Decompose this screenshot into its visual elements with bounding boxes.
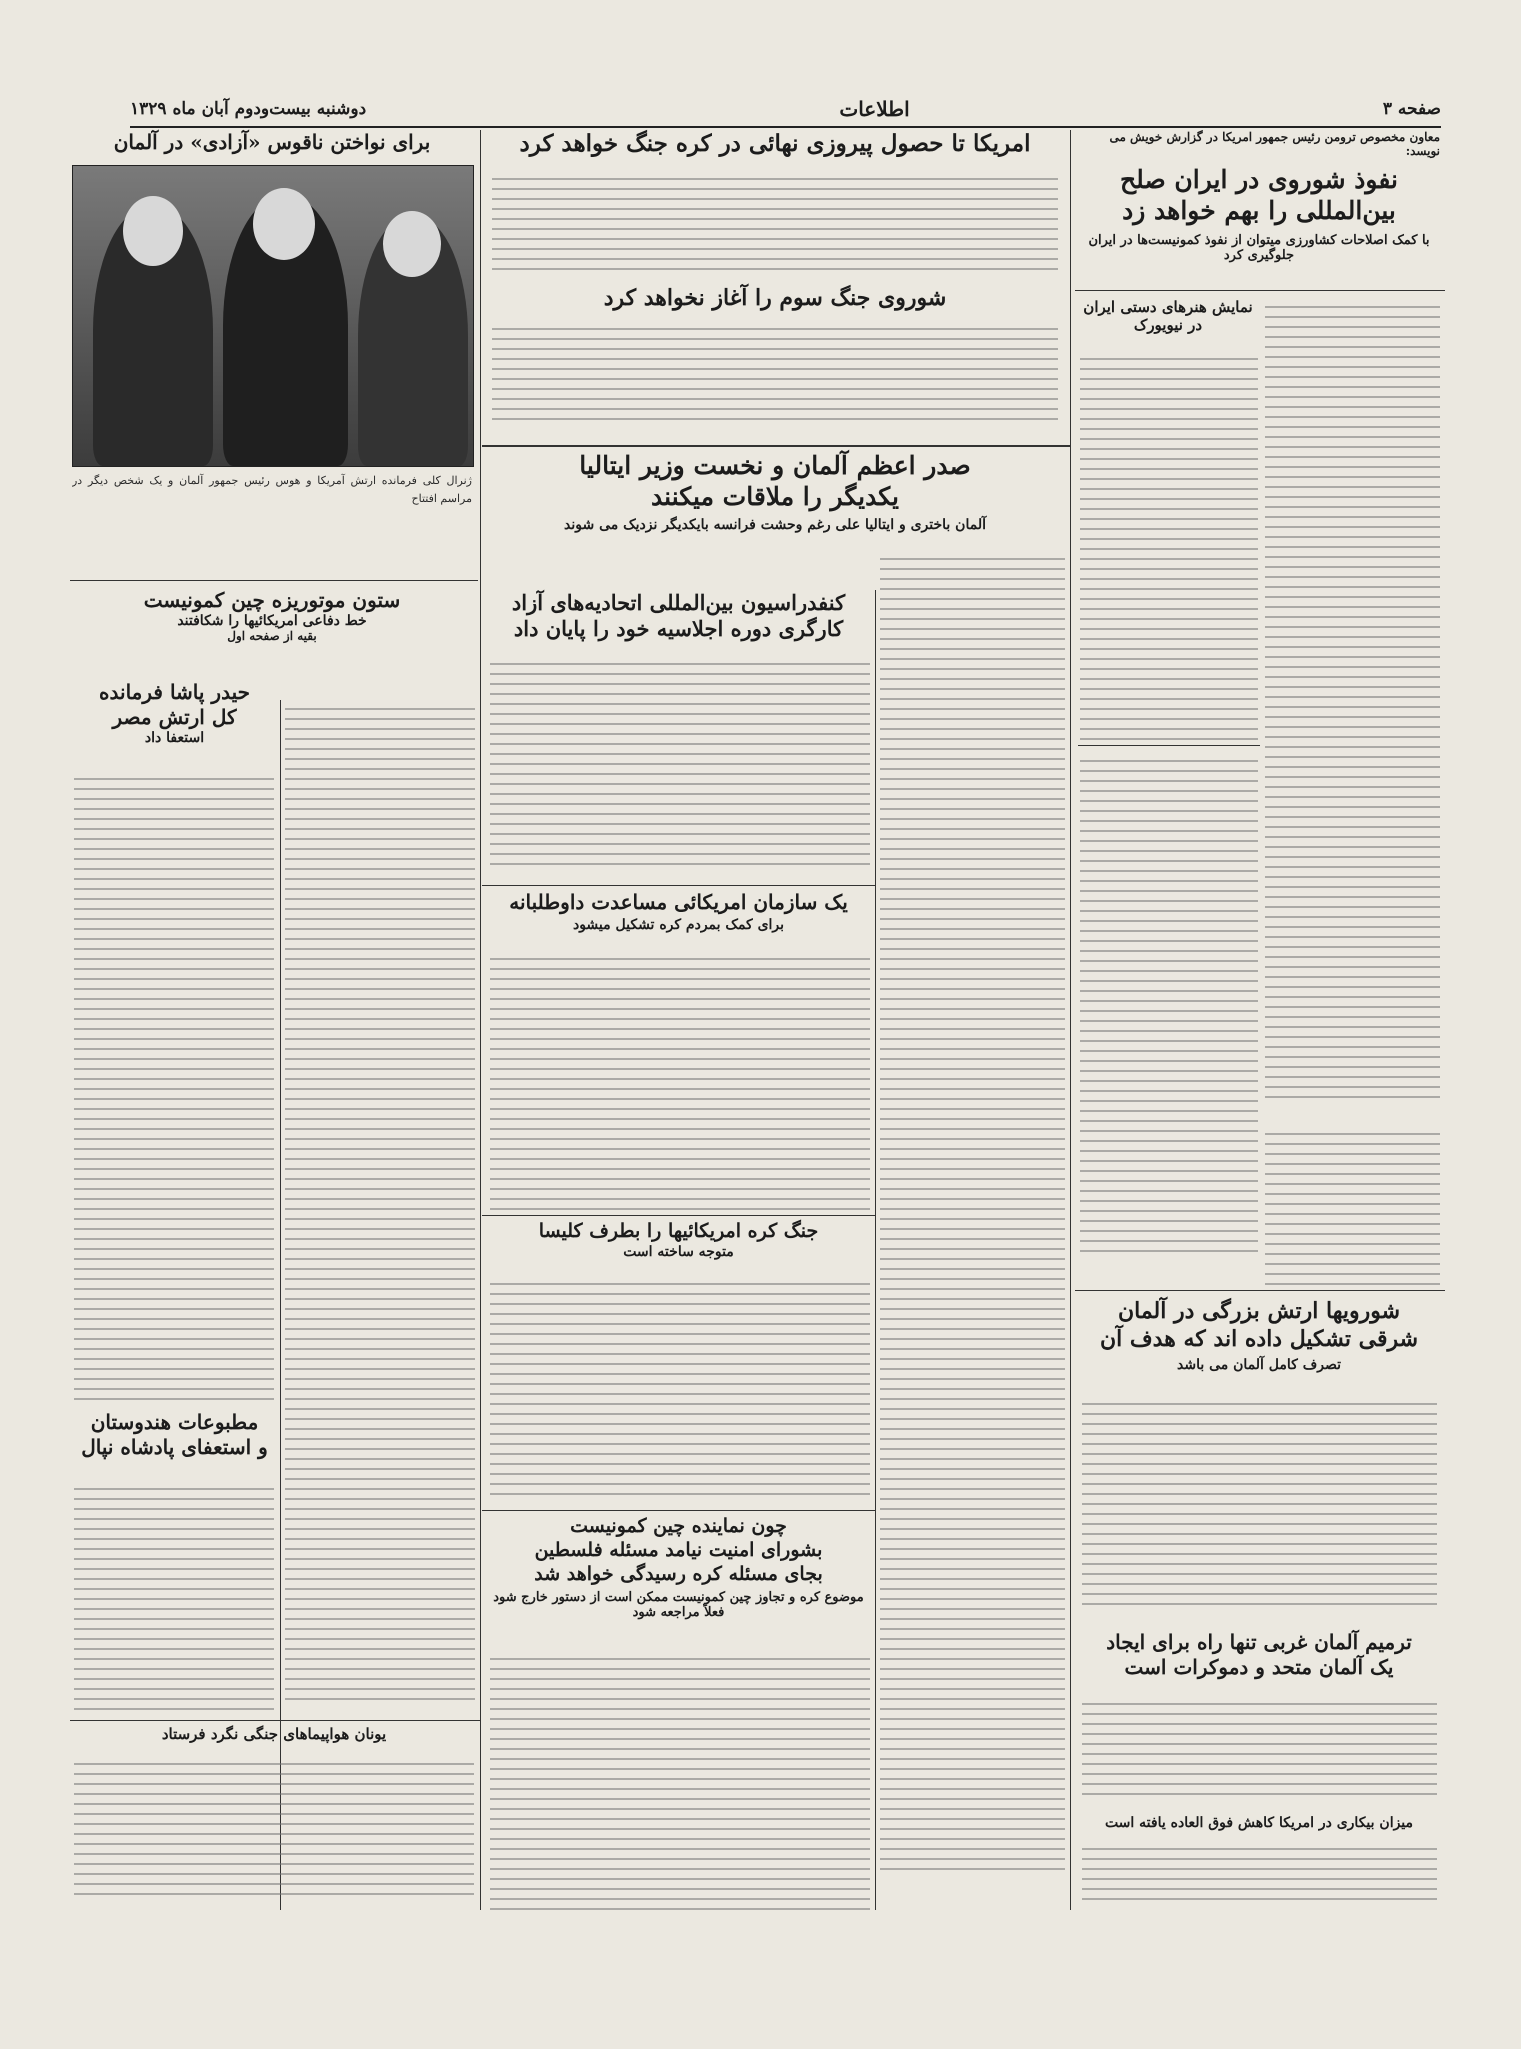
handicraft-title-1: نمایش هنرهای دستی ایران: [1083, 298, 1253, 316]
security-text: [490, 1650, 870, 1910]
adenauer-text: [880, 550, 1065, 1910]
headline-iran-influence-1: نفوذ شوروی در ایران صلح: [1120, 165, 1398, 194]
headline-indian-press-1: مطبوعات هندوستان: [90, 1410, 259, 1434]
photo-headline: برای نواختن ناقوس «آزادی» در آلمان: [113, 130, 431, 154]
korea-aid-text: [490, 950, 870, 1210]
handicraft-box: [1078, 298, 1258, 334]
headline-indian-press-2: و استعفای پادشاه نپال: [81, 1435, 268, 1459]
story-west-germany: [1078, 1630, 1440, 1680]
photo-face: [383, 211, 441, 277]
indian-press-text: [74, 1480, 274, 1715]
story-greece-planes: [72, 1725, 476, 1743]
paper-name: اطلاعات: [839, 97, 910, 121]
section-rule: [1075, 290, 1445, 291]
subhead-land-reform: با کمک اصلاحات کشاورزی میتوان از نفوذ کمونیست‌ها در ایران جلوگیری کرد: [1088, 232, 1430, 263]
section-rule: [70, 580, 478, 581]
headline-church-1: جنگ کره امریکائیها را بطرف کلیسا: [538, 1220, 819, 1242]
headline-west-germany-1: ترمیم آلمان غربی تنها راه برای ایجاد: [1106, 1630, 1412, 1654]
section-rule: [70, 1720, 480, 1721]
unions-text: [490, 655, 870, 880]
right-column: [1078, 130, 1440, 263]
section-rule: [1075, 1290, 1445, 1291]
subhead-security: موضوع کره و تجاوز چین کمونیست ممکن است از دستور خارج شود: [493, 1590, 864, 1606]
section-rule: [482, 885, 875, 886]
story-text-right: [1265, 298, 1440, 1118]
chinese-column-text: [285, 700, 475, 1710]
kicker: معاون مخصوص ترومن رئیس جمهور امریکا در گزارش خویش می نویسد:: [1109, 130, 1440, 158]
headline-unions-2: کارگری دوره اجلاسیه خود را پایان داد: [513, 616, 844, 642]
section-rule: [482, 445, 1070, 447]
headline-soviet-army-2: شرقی تشکیل داده اند که هدف آن: [1099, 1325, 1419, 1352]
column-rule: [1070, 130, 1071, 1910]
unemployment-text: [1082, 1840, 1437, 1910]
headline-security-3: بجای مسئله کره رسیدگی خواهد شد: [534, 1562, 823, 1585]
headline-heydar-3: استعفا داد: [144, 730, 205, 746]
section-rule: [1078, 745, 1260, 746]
headline-security-2: بشورای امنیت نیامد مسئله فلسطین: [534, 1538, 823, 1561]
headline-adenauer-1: صدر اعظم آلمان و نخست وزیر ایتالیا: [579, 451, 971, 480]
headline-church-2: متوجه ساخته است: [623, 1243, 734, 1260]
news-photo: [72, 165, 474, 467]
story-korea-victory: [486, 130, 1064, 159]
headline-no-third-war: شوروی جنگ سوم را آغاز نخواهد کرد: [603, 285, 947, 311]
story-indian-press: [72, 1410, 277, 1460]
subhead-adenauer: آلمان باختری و ایتالیا علی رغم وحشت فرانسه بایکدیگر نزدیک می شوند: [564, 516, 986, 533]
story-no-third-war: [486, 285, 1064, 313]
headline-korea-victory: امریکا تا حصول پیروزی نهائی در کره جنگ خواهد کرد: [519, 130, 1031, 157]
photo-caption-title-block: [70, 130, 474, 155]
subhead-security-2: فعلاً مراجعه شود: [632, 1605, 725, 1621]
story-security-council: [486, 1515, 871, 1620]
story-heydar-pasha: [72, 680, 277, 746]
headline-korea-aid-1: یک سازمان امریکائی مساعدت داوطلبانه: [509, 890, 848, 914]
subhead-chinese-column: خط دفاعی امریکائیها را شکافتند: [177, 613, 367, 629]
story-unemployment: [1078, 1815, 1440, 1831]
headline-west-germany-2: یک آلمان متحد و دموکرات است: [1124, 1655, 1394, 1679]
story-soviet-army: [1078, 1298, 1440, 1373]
headline-unions-1: کنفدراسیون بین‌المللی اتحادیه‌های آزاد: [511, 590, 846, 615]
photo-face: [253, 188, 315, 260]
soviet-army-text: [1082, 1395, 1437, 1615]
story-korea-aid: [486, 890, 871, 933]
handicraft-text: [1080, 350, 1258, 740]
story-text-right-3: [1265, 1125, 1440, 1285]
headline-adenauer-2: یکدیگر را ملاقات میکنند: [651, 482, 899, 512]
story-text-right-2: [1080, 752, 1258, 1252]
story-adenauer-italy: [486, 450, 1064, 533]
church-text: [490, 1275, 870, 1505]
note-continued: بقیه از صفحه اول: [227, 629, 317, 643]
headline-iran-influence-2: بین‌المللی را بهم خواهد زد: [1122, 196, 1396, 226]
headline-chinese-column: ستون موتوریزه چین کمونیست: [143, 588, 401, 612]
photo-face: [123, 196, 183, 266]
story-trade-unions: [486, 590, 871, 643]
section-rule: [482, 1215, 875, 1216]
issue-date: دوشنبه بیست‌ودوم آبان ماه ۱۳۲۹: [130, 99, 367, 119]
headline-soviet-army-1: شورویها ارتش بزرگی در آلمان: [1117, 1298, 1401, 1324]
headline-korea-aid-2: برای کمک بمردم کره تشکیل میشود: [572, 917, 785, 933]
west-germany-text: [1082, 1695, 1437, 1805]
section-rule: [482, 1510, 875, 1511]
handicraft-title-2: در نیویورک: [1133, 316, 1203, 334]
no-third-war-text: [492, 320, 1058, 440]
headline-unemployment: میزان بیکاری در امریکا کاهش فوق العاده یافته است: [1104, 1815, 1414, 1831]
headline-security-1: چون نماینده چین کمونیست: [570, 1515, 787, 1537]
page-number: صفحه ۳: [1382, 99, 1441, 119]
greece-planes-text: [74, 1755, 474, 1905]
photo-caption: ژنرال کلی فرمانده ارتش آمریکا و هوس رئیس جمهور آلمان و یک شخص دیگر در مراسم افتتاح: [72, 474, 472, 505]
headline-heydar-2: کل ارتش مصر: [112, 705, 237, 729]
headline-heydar-1: حیدر پاشا فرمانده: [99, 680, 250, 704]
column-rule: [480, 130, 481, 1910]
headline-greece-planes: یونان هواپیماهای جنگی نگرد فرستاد: [161, 1725, 387, 1743]
story-church: [486, 1220, 871, 1260]
heydar-text: [74, 770, 274, 1400]
korea-victory-text: [492, 170, 1058, 285]
masthead: [130, 92, 1441, 128]
subhead-soviet-army: تصرف کامل آلمان می باشد: [1176, 1357, 1341, 1373]
column-rule: [875, 590, 876, 1910]
story-chinese-column: [70, 588, 474, 643]
